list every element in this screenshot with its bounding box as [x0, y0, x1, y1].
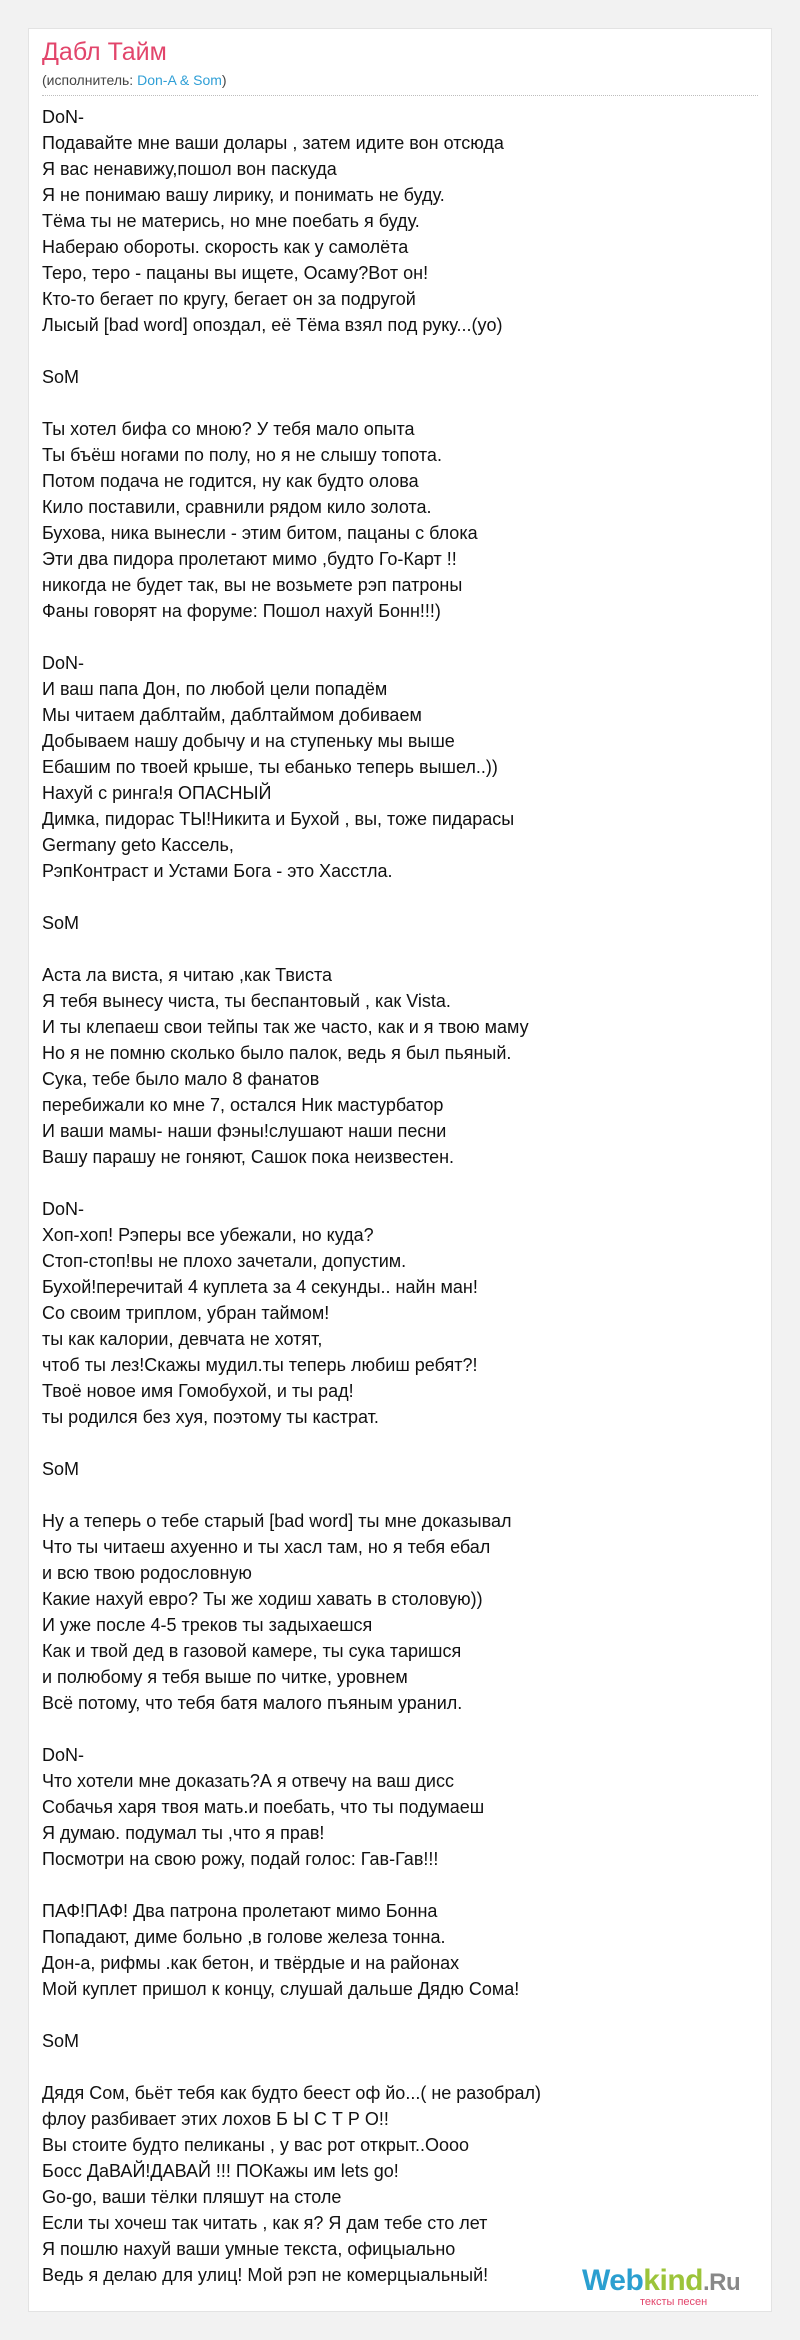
lyric-line: Ебашим по твоей крыше, ты ебанько теперь вышел..))	[42, 757, 498, 777]
lyric-line: Я пошлю нахуй ваши умные текста, офицыально	[42, 2239, 456, 2259]
lyric-line: Кто-то бегает по кругу, бегает он за подругой	[42, 289, 416, 309]
lyric-line: Что ты читаеш ахуенно и ты хасл там, но я тебя ебал	[42, 1537, 491, 1557]
blank-line	[42, 1482, 762, 1508]
blank-line	[42, 338, 762, 364]
lyric-line: Всё потому, что тебя батя малого пъяным уранил.	[42, 1693, 463, 1713]
lyric-line: Если ты хочеш так читать , как я? Я дам тебе сто лет	[42, 2213, 488, 2233]
lyric-line: РэпКонтраст и Устами Бога - это Хасстла.	[42, 861, 393, 881]
lyric-line: SoM	[42, 2031, 80, 2051]
lyric-line: Я тебя вынесу чиста, ты беспантовый , как Vista.	[42, 991, 451, 1011]
lyric-line: Я думаю. подумал ты ,что я прав!	[42, 1823, 325, 1843]
lyric-line: DoN-	[42, 107, 85, 127]
lyric-line: Я не понимаю вашу лирику, и понимать не буду.	[42, 185, 445, 205]
lyric-line: Теро, теро - пацаны вы ищете, Осаму?Вот он!	[42, 263, 429, 283]
lyric-line: DoN-	[42, 1745, 85, 1765]
lyric-line: и всю твою родословную	[42, 1563, 252, 1583]
lyric-line: И ваши мамы- наши фэны!слушают наши песни	[42, 1121, 447, 1141]
lyric-line: SoM	[42, 367, 80, 387]
lyric-line: Подавайте мне ваши долары , затем идите вон отсюда	[42, 133, 504, 153]
lyric-line: Посмотри на свою рожу, подай голос: Гав-Гав!!!	[42, 1849, 439, 1869]
lyric-line: Босс ДаВАЙ!ДАВАЙ !!! ПОКажы им lets go!	[42, 2161, 399, 2181]
logo-ru: .Ru	[702, 2269, 741, 2296]
lyric-line: никогда не будет так, вы не возьмете рэп патроны	[42, 575, 463, 595]
lyric-line: Вы стоите будто пеликаны , у вас рот открыт..Оооо	[42, 2135, 470, 2155]
blank-line	[42, 1872, 762, 1898]
lyric-line: И ваш папа Дон, по любой цели попадём	[42, 679, 388, 699]
lyric-line: Дядя Сом, бьёт тебя как будто беест оф йо...( не разобрал)	[42, 2083, 541, 2103]
lyric-line: Какие нахуй евро? Ты же ходиш хавать в столовую))	[42, 1589, 483, 1609]
lyric-line: Дон-а, рифмы .как бетон, и твёрдые и на районах	[42, 1953, 460, 1973]
lyric-line: Мой куплет пришол к концу, слушай дальше Дядю Сома!	[42, 1979, 520, 1999]
blank-line	[42, 1170, 762, 1196]
lyric-line: ты родился без хуя, поэтому ты кастрат.	[42, 1407, 379, 1427]
title-divider	[42, 95, 758, 96]
lyric-line: DoN-	[42, 1199, 85, 1219]
lyric-line: Ты бъёш ногами по полу, но я не слышу топота.	[42, 445, 442, 465]
blank-line	[42, 1716, 762, 1742]
lyric-line: Набераю обороты. скорость как у самолёта	[42, 237, 409, 257]
artist-link[interactable]: Don-A & Som	[137, 72, 222, 88]
lyric-line: Кило поставили, сравнили рядом кило золота.	[42, 497, 432, 517]
lyrics-text	[42, 104, 762, 2288]
lyric-line: ПАФ!ПАФ! Два патрона пролетают мимо Бонна	[42, 1901, 438, 1921]
lyric-line: Ведь я делаю для улиц! Мой рэп не комерцыальный!	[42, 2265, 489, 2285]
artist-prefix: (исполнитель:	[42, 72, 138, 88]
lyric-line: Сука, тебе было мало 8 фанатов	[42, 1069, 320, 1089]
blank-line	[42, 884, 762, 910]
blank-line	[42, 1430, 762, 1456]
lyric-line: Что хотели мне доказать?А я отвечу на ваш дисс	[42, 1771, 454, 1791]
lyric-line: ты как калории, девчата не хотят,	[42, 1329, 323, 1349]
lyric-line: Добываем нашу добычу и на ступеньку мы выше	[42, 731, 455, 751]
artist-suffix: )	[221, 72, 227, 88]
lyric-line: И уже после 4-5 треков ты задыхаешся	[42, 1615, 373, 1635]
lyric-line: Нахуй с ринга!я ОПАСНЫЙ	[42, 783, 272, 803]
lyric-line: Лысый [bad word] опоздал, её Тёма взял под руку...(yo)	[42, 315, 503, 335]
lyric-line: Бухова, ника вынесли - этим битом, пацаны с блока	[42, 523, 478, 543]
lyric-line: Эти два пидора пролетают мимо ,будто Го-Карт !!	[42, 549, 457, 569]
lyric-line: Go-go, ваши тёлки пляшут на столе	[42, 2187, 342, 2207]
lyric-line: SoM	[42, 913, 80, 933]
lyric-line: Твоё новое имя Гомобухой, и ты рад!	[42, 1381, 354, 1401]
blank-line	[42, 2002, 762, 2028]
lyric-line: перебижали ко мне 7, остался Ник мастурбатор	[42, 1095, 444, 1115]
lyric-line: Ну а теперь о тебе старый [bad word] ты мне доказывал	[42, 1511, 512, 1531]
lyric-line: И ты клепаеш свои тейпы так же часто, как и я твою маму	[42, 1017, 529, 1037]
lyric-line: Тёма ты не матерись, но мне поебать я буду.	[42, 211, 420, 231]
lyric-line: чтоб ты лез!Скажы мудил.ты теперь любиш ребят?!	[42, 1355, 478, 1375]
lyric-line: Мы читаем даблтайм, даблтаймом добиваем	[42, 705, 422, 725]
lyric-line: Попадают, диме больно ,в голове железа тонна.	[42, 1927, 446, 1947]
lyric-line: Хоп-хоп! Рэперы все убежали, но куда?	[42, 1225, 374, 1245]
lyric-line: Я вас ненавижу,пошол вон паскуда	[42, 159, 337, 179]
webkind-logo[interactable]	[582, 2265, 740, 2299]
lyric-line: Собачья харя твоя мать.и поебать, что ты подумаеш	[42, 1797, 485, 1817]
logo-tagline: тексты песен	[640, 2296, 708, 2308]
lyric-line: DoN-	[42, 653, 85, 673]
lyric-line: Бухой!перечитай 4 куплета за 4 секунды.. найн ман!	[42, 1277, 478, 1297]
blank-line	[42, 936, 762, 962]
lyric-line: Ты хотел бифа со мною? У тебя мало опыта	[42, 419, 415, 439]
lyric-line: и полюбому я тебя выше по читке, уровнем	[42, 1667, 408, 1687]
artist-line	[42, 72, 227, 88]
lyric-line: Фаны говорят на форуме: Пошол нахуй Бонн!!!)	[42, 601, 441, 621]
lyric-line: Как и твой дед в газовой камере, ты сука таришся	[42, 1641, 462, 1661]
page-title: Дабл Тайм	[42, 38, 167, 66]
lyric-line: флоу разбивает этих лохов Б Ы С Т Р О!!	[42, 2109, 389, 2129]
lyric-line: Аста ла виста, я читаю ,как Твиста	[42, 965, 333, 985]
blank-line	[42, 2054, 762, 2080]
blank-line	[42, 624, 762, 650]
blank-line	[42, 390, 762, 416]
logo-web: Web	[582, 2264, 644, 2297]
lyric-line: Со своим триплом, убран таймом!	[42, 1303, 330, 1323]
lyric-line: Димка, пидорас ТЫ!Никита и Бухой , вы, тоже пидарасы	[42, 809, 515, 829]
lyric-line: Но я не помню сколько было палок, ведь я был пьяный.	[42, 1043, 512, 1063]
lyric-line: SoM	[42, 1459, 80, 1479]
lyric-line: Потом подача не годится, ну как будто олова	[42, 471, 419, 491]
lyric-line: Вашу парашу не гоняют, Сашок пока неизвестен.	[42, 1147, 455, 1167]
logo-kind: kind	[643, 2264, 703, 2297]
lyric-line: Germany geto Кассель,	[42, 835, 234, 855]
lyric-line: Стоп-стоп!вы не плохо зачетали, допустим.	[42, 1251, 407, 1271]
